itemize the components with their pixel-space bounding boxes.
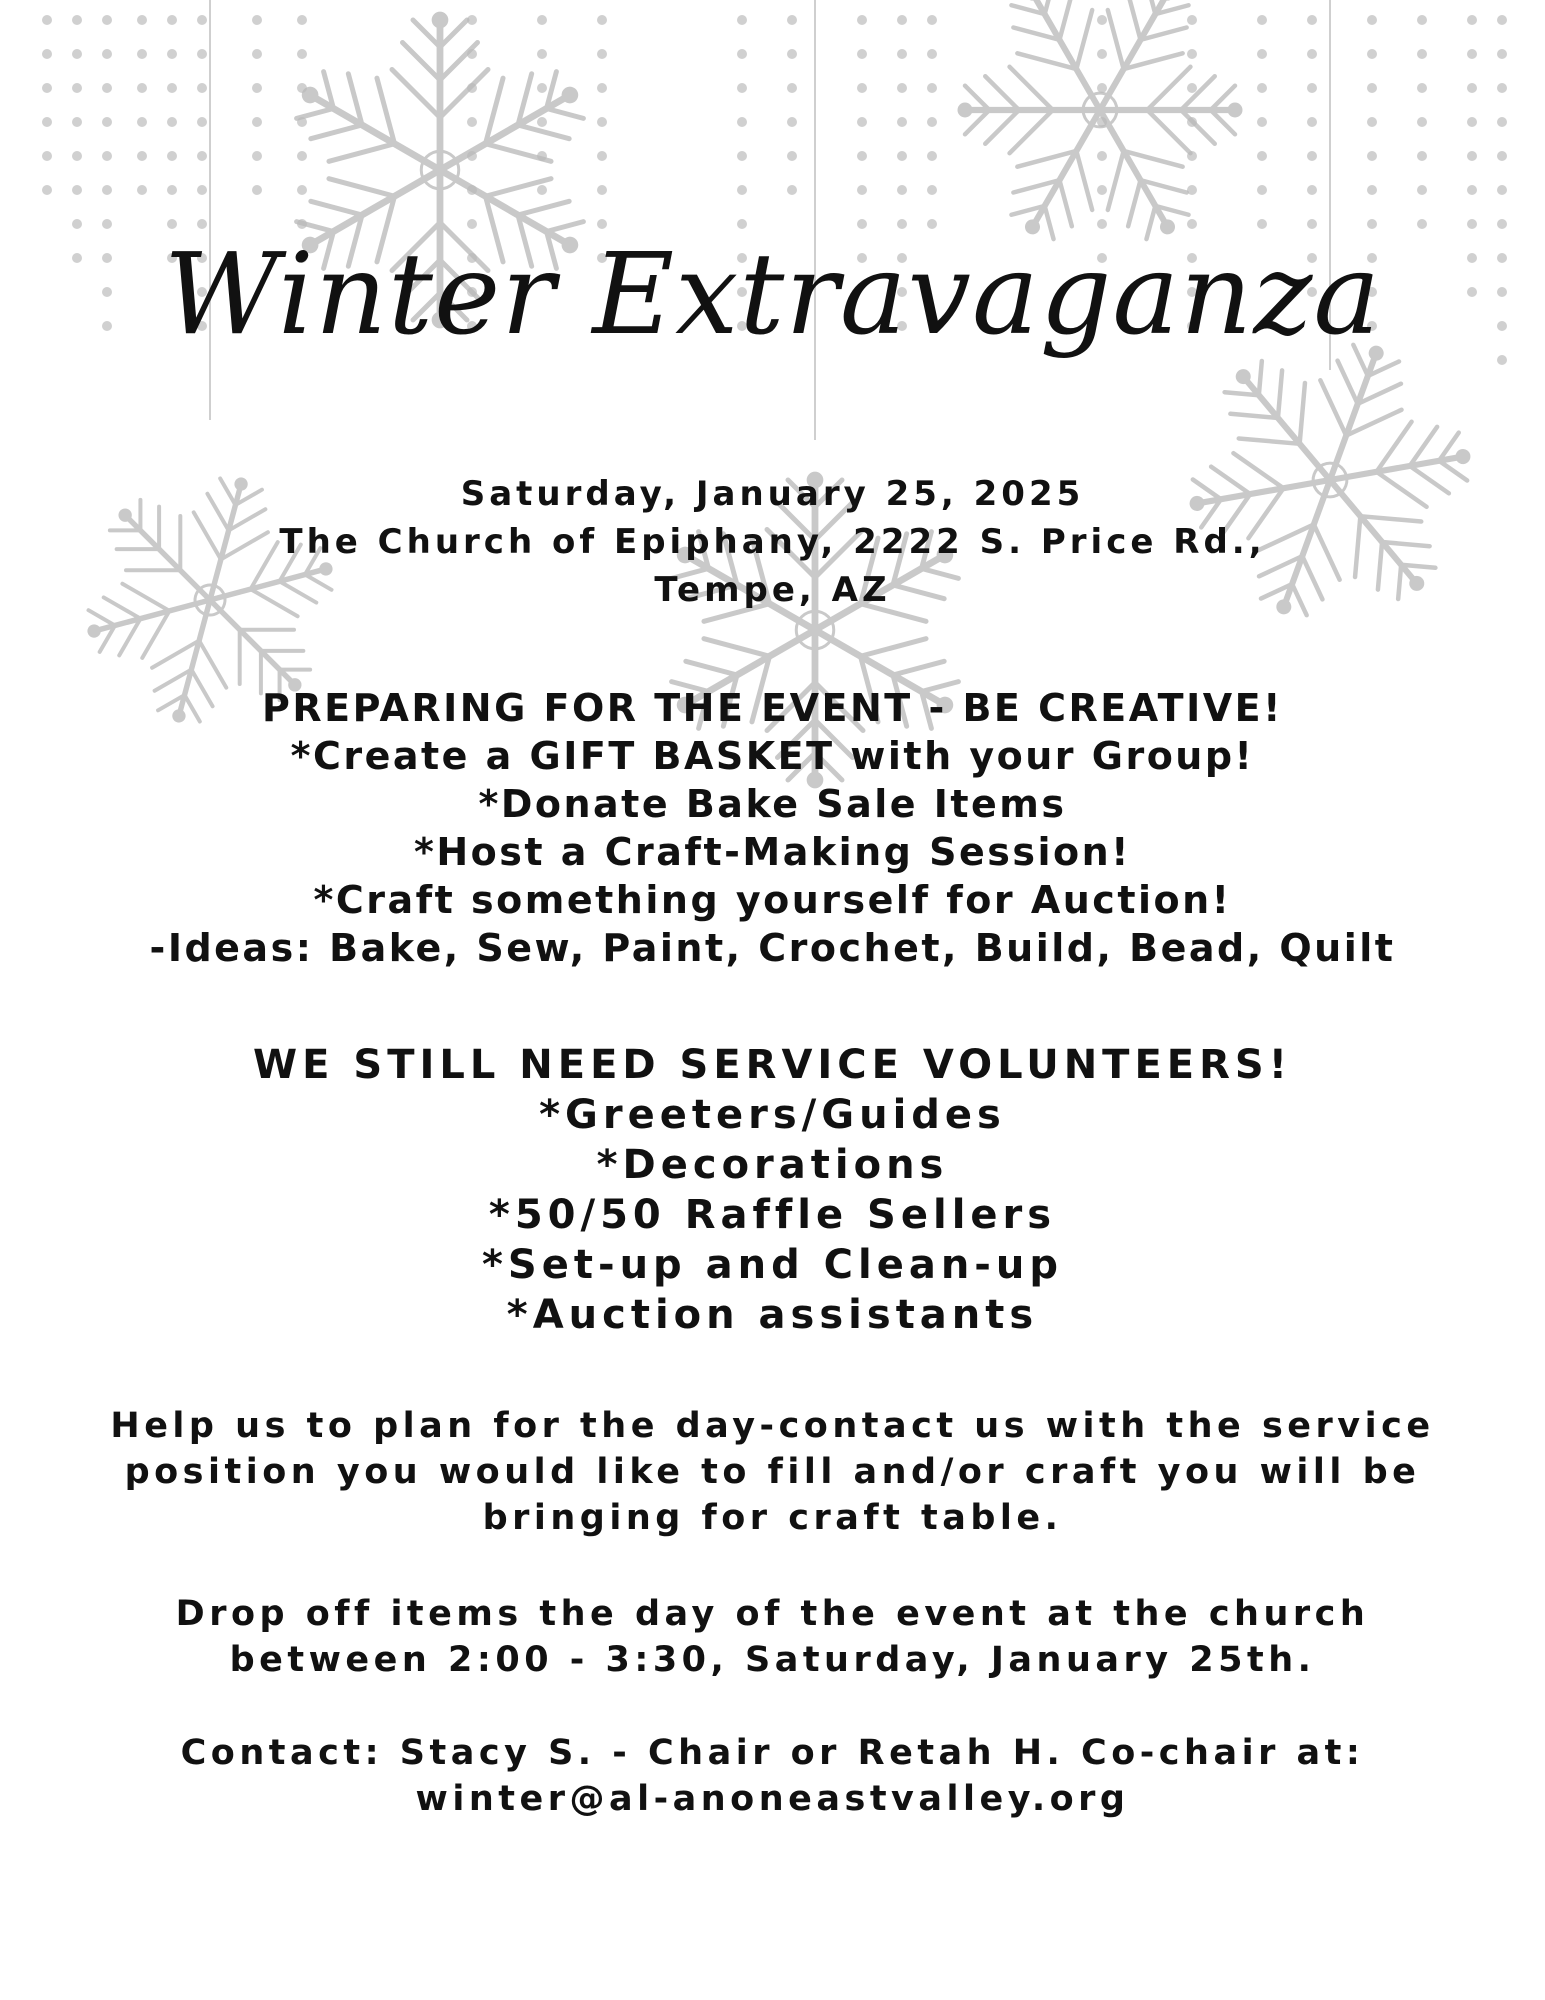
bead-string-icon	[72, 15, 82, 263]
dropoff-line: between 2:00 - 3:30, Saturday, January 25th.	[229, 1640, 1316, 1680]
event-venue: The Church of Epiphany, 2222 S. Price Rd.,	[279, 522, 1266, 562]
contact-email[interactable]: winter@al-anoneastvalley.org	[415, 1779, 1130, 1819]
bead-string-icon	[787, 15, 797, 195]
bead-string-icon	[1417, 15, 1427, 229]
bead-string-icon	[42, 15, 52, 195]
volunteers-section	[0, 1040, 1545, 1340]
preparing-item: *Create a GIFT BASKET with your Group!	[290, 734, 1255, 778]
volunteer-role: *Set-up and Clean-up	[481, 1242, 1063, 1288]
contact-paragraph	[0, 1730, 1545, 1822]
help-paragraph	[0, 1403, 1545, 1541]
volunteer-role: *Auction assistants	[506, 1292, 1039, 1338]
help-line: position you would like to fill and/or craft you will be	[124, 1452, 1421, 1492]
bead-string-icon	[1097, 15, 1107, 263]
volunteer-role: *Greeters/Guides	[539, 1092, 1006, 1138]
bead-string-icon	[167, 15, 177, 263]
preparing-item: *Host a Craft-Making Session!	[413, 830, 1132, 874]
bead-string-icon	[857, 15, 867, 263]
contact-line: Contact: Stacy S. - Chair or Retah H. Co-chair at:	[180, 1733, 1365, 1773]
bead-string-icon	[927, 15, 937, 229]
bead-string-icon	[252, 15, 262, 195]
preparing-item: *Donate Bake Sale Items	[478, 782, 1067, 826]
help-line: bringing for craft table.	[482, 1498, 1063, 1538]
event-city: Tempe, AZ	[654, 570, 891, 610]
volunteer-role: *Decorations	[596, 1142, 949, 1188]
help-line: Help us to plan for the day-contact us with the service	[110, 1406, 1435, 1446]
volunteer-role: *50/50 Raffle Sellers	[488, 1192, 1057, 1238]
preparing-ideas: -Ideas: Bake, Sew, Paint, Crochet, Build, Bead, Quilt	[149, 926, 1396, 970]
event-details	[0, 470, 1545, 614]
bead-string-icon	[597, 15, 607, 263]
bead-string-icon	[1257, 15, 1267, 229]
event-title: Winter Extravaganza	[163, 230, 1382, 360]
preparing-section	[0, 684, 1545, 972]
dropoff-paragraph	[0, 1591, 1545, 1683]
preparing-heading: PREPARING FOR THE EVENT - BE CREATIVE!	[262, 686, 1283, 730]
bead-string-icon	[137, 15, 147, 195]
event-date: Saturday, January 25, 2025	[460, 474, 1085, 514]
volunteers-heading: WE STILL NEED SERVICE VOLUNTEERS!	[253, 1042, 1292, 1088]
preparing-item: *Craft something yourself for Auction!	[313, 878, 1232, 922]
dropoff-line: Drop off items the day of the event at the church	[175, 1594, 1370, 1634]
